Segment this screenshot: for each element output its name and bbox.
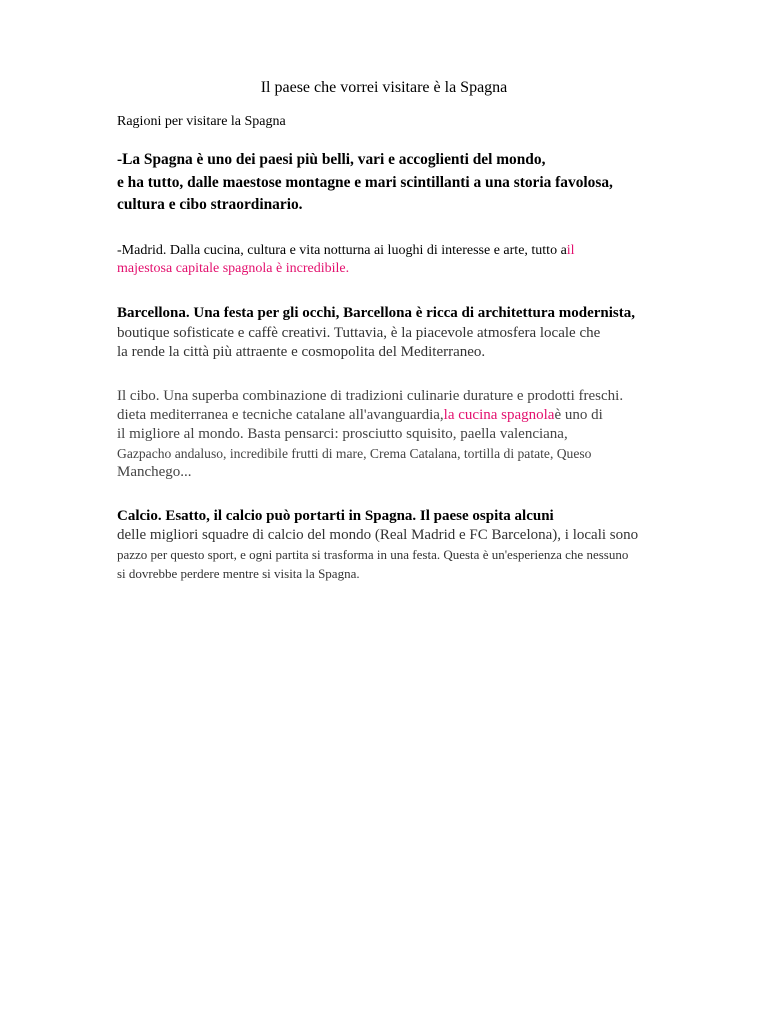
madrid-highlight-2: majestosa capitale spagnola è incredibile. — [117, 261, 350, 276]
intro-line-1: -La Spagna è uno dei paesi più belli, vari e accoglienti del mondo, — [117, 151, 546, 168]
cibo-paragraph — [117, 387, 737, 482]
madrid-text: -Madrid. Dalla cucina, cultura e vita notturna ai luoghi di interesse e arte, tutto a — [117, 243, 567, 258]
madrid-paragraph — [117, 242, 737, 278]
cibo-text: dieta mediterranea e tecniche catalane all'avanguardia, — [117, 407, 444, 423]
page-title: Il paese che vorrei visitare è la Spagna — [260, 79, 508, 96]
intro-line-2: e ha tutto, dalle maestose montagne e mari scintillanti a una storia favolosa, — [117, 173, 613, 191]
cibo-line-1: Il cibo. Una superba combinazione di tradizioni culinarie durature e prodotti freschi. — [117, 388, 624, 404]
cibo-line-5: Manchego... — [117, 464, 192, 480]
subtitle: Ragioni per visitare la Spagna — [117, 114, 286, 129]
intro-paragraph — [117, 149, 737, 217]
barcellona-line-1: Barcellona. Una festa per gli occhi, Barcellona è ricca di architettura modernista, — [117, 305, 635, 321]
madrid-highlight-1: il — [566, 243, 575, 258]
cibo-tail: è uno di — [554, 407, 603, 423]
calcio-paragraph — [117, 507, 737, 583]
barcellona-line-2: boutique sofisticate e caffè creativi. Tuttavia, è la piacevole atmosfera locale che — [117, 324, 601, 341]
calcio-line-3: pazzo per questo sport, e ogni partita si trasforma in una festa. Questa è un'esperienza che nessuno — [117, 547, 629, 562]
calcio-line-4: si dovrebbe perdere mentre si visita la Spagna. — [117, 566, 360, 581]
intro-line-3: cultura e cibo straordinario. — [117, 196, 303, 213]
calcio-line-1: Calcio. Esatto, il calcio può portarti in Spagna. Il paese ospita alcuni — [117, 508, 554, 524]
cibo-line-4: Gazpacho andaluso, incredibile frutti di mare, Crema Catalana, tortilla di patate, Queso — [117, 446, 592, 461]
cibo-line-3: il migliore al mondo. Basta pensarci: prosciutto squisito, paella valenciana, — [117, 426, 568, 442]
cibo-line-2 — [117, 406, 737, 425]
barcellona-paragraph — [117, 304, 737, 363]
barcellona-line-3: la rende la città più attraente e cosmopolita del Mediterraneo. — [117, 344, 486, 360]
madrid-line-1 — [117, 242, 737, 260]
calcio-line-2: delle migliori squadre di calcio del mondo (Real Madrid e FC Barcelona), i locali sono — [117, 527, 639, 543]
cibo-highlight: la cucina spagnola — [443, 407, 555, 423]
